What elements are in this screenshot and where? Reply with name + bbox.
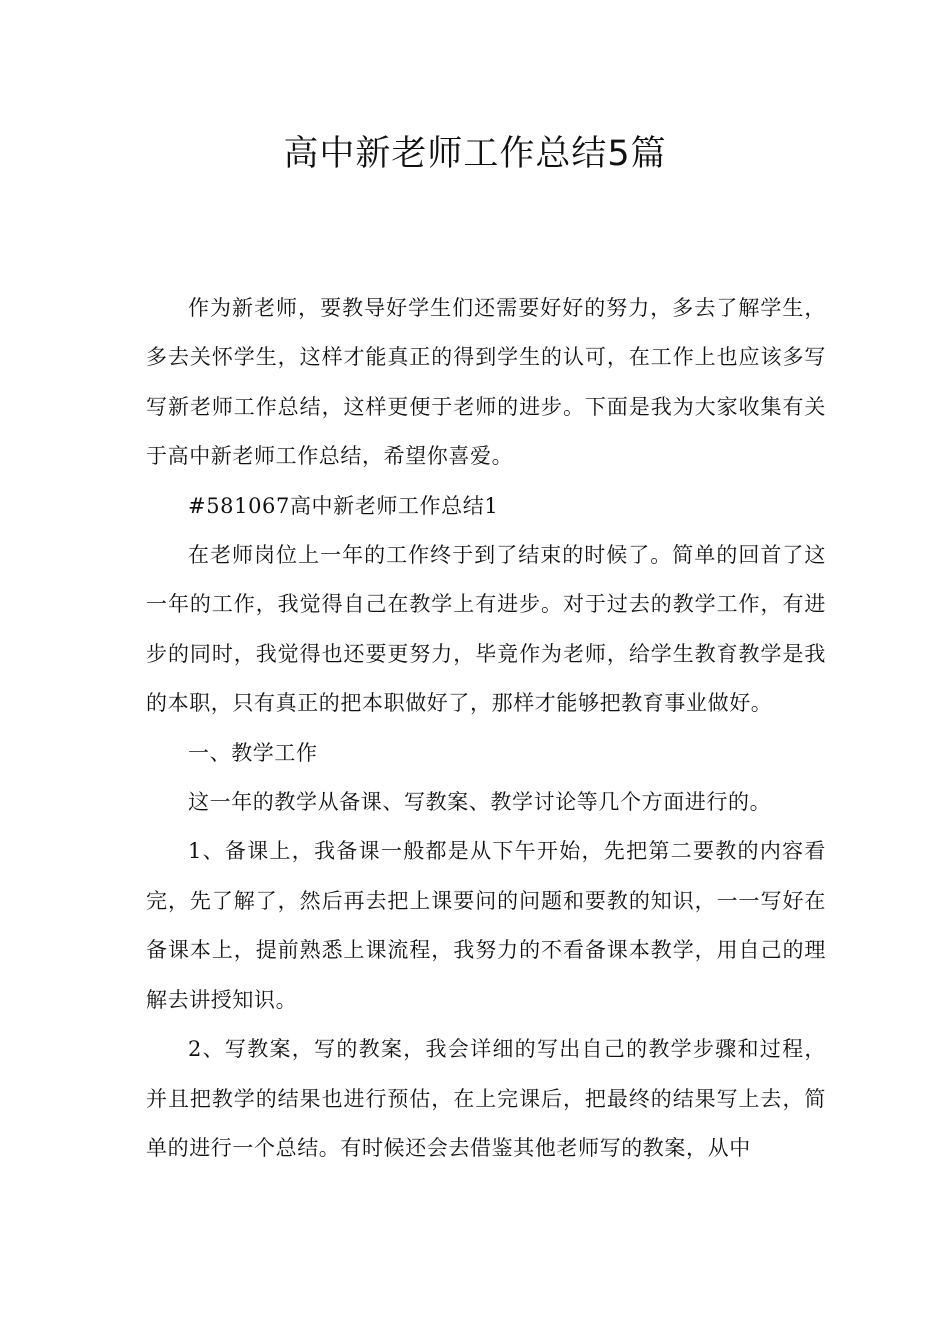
paragraph-reflection: 在老师岗位上一年的工作终于到了结束的时候了。简单的回首了这一年的工作，我觉得自己在教学上有进步。对于过去的教学工作，有进步的同时，我觉得也还要更努力，毕竟作为老师，给学生教育教学是我的本职，只有真正的把本职做好了，那样才能够把教育事业做好。	[146, 543, 826, 716]
intro-paragraph: 作为新老师，要教导好学生们还需要好好的努力，多去了解学生，多去关怀学生，这样才能真正的得到学生的认可，在工作上也应该多写写新老师工作总结，这样更便于老师的进步。下面是我为大家收集有关于高中新老师工作总结，希望你喜爱。	[146, 296, 826, 469]
paragraph-lesson-plans: 2、写教案，写的教案，我会详细的写出自己的教学步骤和过程，并且把教学的结果也进行预估，在上完课后，把最终的结果写上去，简单的进行一个总结。有时候还会去借鉴其他老师写的教案，从中	[146, 1037, 826, 1160]
section-heading-teaching-work: 一、教学工作	[188, 740, 318, 765]
section-heading-summary-1: #581067高中新老师工作总结1	[188, 493, 499, 518]
paragraph-lesson-prep: 1、备课上，我备课一般都是从下午开始，先把第二要教的内容看完，先了解了，然后再去把上课要问的问题和要教的知识，一一写好在备课本上，提前熟悉上课流程，我努力的不看备课本教学，用自己的理解去讲授知识。	[146, 839, 826, 1012]
document-body	[146, 284, 826, 1173]
document-title: 高中新老师工作总结5篇	[283, 134, 667, 174]
paragraph-teaching-overview: 这一年的教学从备课、写教案、教学讨论等几个方面进行的。	[188, 790, 772, 815]
